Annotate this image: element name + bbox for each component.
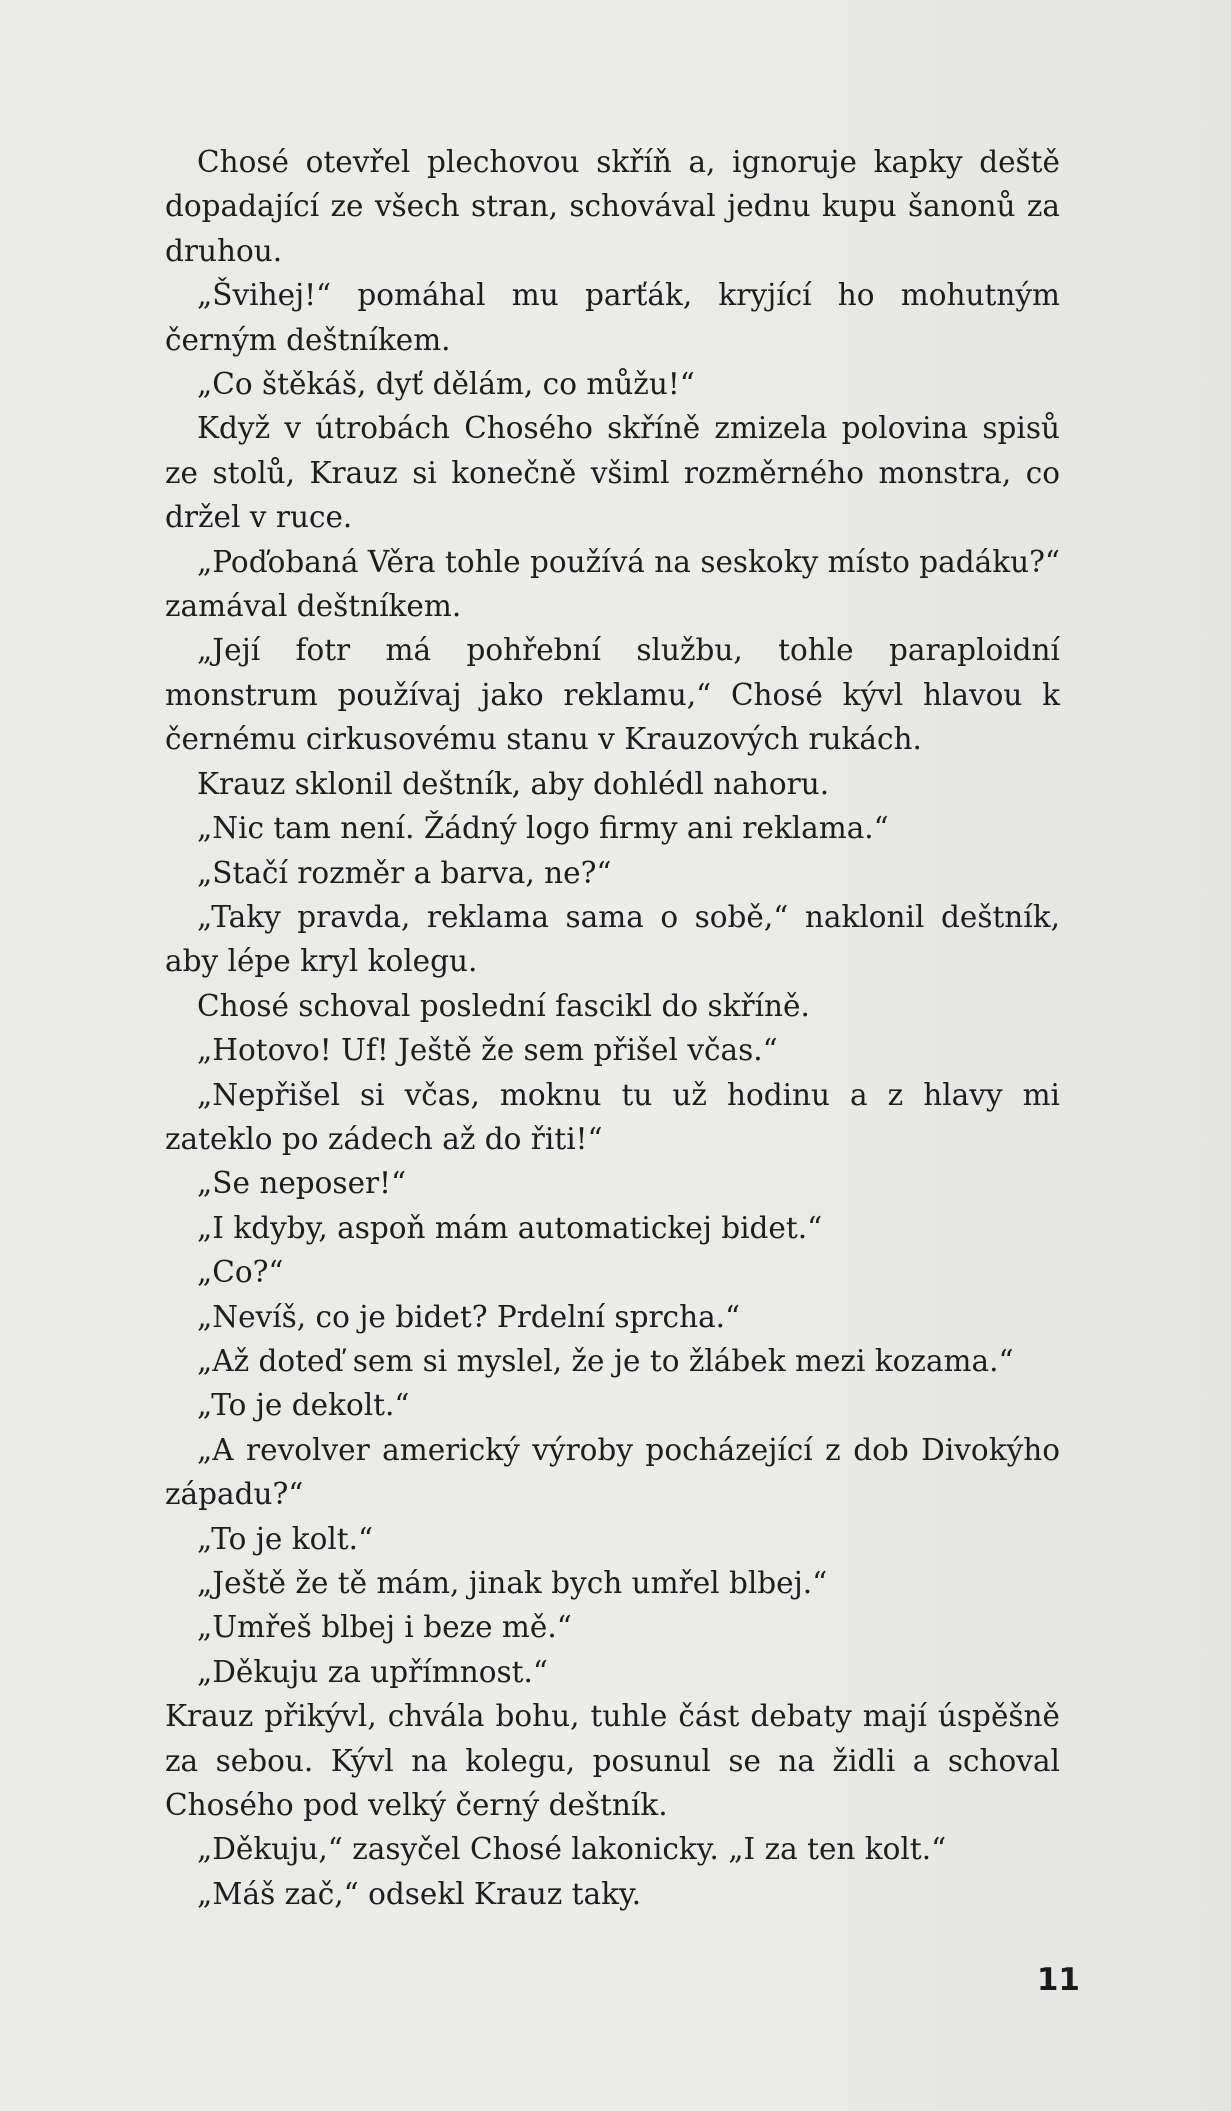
paragraph: Krauz sklonil deštník, aby dohlédl nahoru.	[197, 766, 830, 801]
paragraph: „Umřeš blbej i beze mě.“	[197, 1610, 572, 1645]
body-text	[165, 140, 1060, 1916]
paragraph: „Nic tam není. Žádný logo firmy ani reklama.“	[197, 811, 889, 846]
paragraph: „Švihej!“ pomáhal mu parťák, kryjící ho mohutným černým deštníkem.	[165, 278, 1060, 357]
paragraph: „I kdyby, aspoň mám automatickej bidet.“	[197, 1210, 823, 1245]
paragraph: „Poďobaná Věra tohle používá na seskoky místo padáku?“ zamával deštníkem.	[165, 544, 1060, 624]
paragraph: „To je kolt.“	[197, 1521, 374, 1556]
paragraph: „Co?“	[197, 1255, 284, 1290]
paragraph: „Se neposer!“	[197, 1166, 407, 1201]
paragraph: „Nepřišel si včas, moknu tu už hodinu a z hlavy mi zateklo po zádech až do řiti!“	[165, 1077, 1060, 1156]
paragraph: Když v útrobách Chosého skříně zmizela polovina spisů ze stolů, Krauz si konečně všiml rozměrného monstra, co držel v ruce.	[165, 411, 1060, 535]
paragraph: „Děkuju za upřímnost.“	[197, 1654, 548, 1689]
paragraph: „Co štěkáš, dyť dělám, co můžu!“	[197, 367, 695, 402]
paragraph: „Ještě že tě mám, jinak bych umřel blbej.“	[197, 1566, 828, 1600]
paragraph: „Máš zač,“ odsekl Krauz taky.	[197, 1876, 642, 1911]
paragraph: „A revolver americký výroby pocházející z dob Divokýho západu?“	[165, 1432, 1060, 1512]
paragraph: „Taky pravda, reklama sama o sobě,“ naklonil deštník, aby lépe kryl kolegu.	[165, 899, 1060, 979]
paragraph: Chosé schoval poslední fascikl do skříně.	[197, 988, 810, 1023]
page-number: 11	[1036, 1962, 1080, 1998]
paragraph: „Děkuju,“ zasyčel Chosé lakonicky. „I za ten kolt.“	[197, 1832, 947, 1867]
paragraph: „Nevíš, co je bidet? Prdelní sprcha.“	[197, 1299, 741, 1334]
paragraph: Chosé otevřel plechovou skříň a, ignoruje kapky deště dopadající ze všech stran, schovával jednu kupu šanonů za druhou.	[165, 145, 1060, 268]
paragraph: „Stačí rozměr a barva, ne?“	[197, 855, 612, 890]
paragraph: „Až doteď sem si myslel, že je to žlábek mezi kozama.“	[197, 1343, 1014, 1378]
paragraph: Krauz přikývl, chvála bohu, tuhle část debaty mají úspěšně za sebou. Kývl na kolegu, posunul se na židli a schoval Chosého pod velký černý deštník.	[165, 1699, 1060, 1823]
paragraph: „To je dekolt.“	[197, 1388, 410, 1423]
paragraph: „Její fotr má pohřební službu, tohle paraploidní monstrum používaj jako reklamu,“ Chosé kývl hlavou k černému cirkusovému stanu v Krauzových rukách.	[165, 633, 1060, 757]
paragraph: „Hotovo! Uf! Ještě že sem přišel včas.“	[197, 1033, 778, 1068]
